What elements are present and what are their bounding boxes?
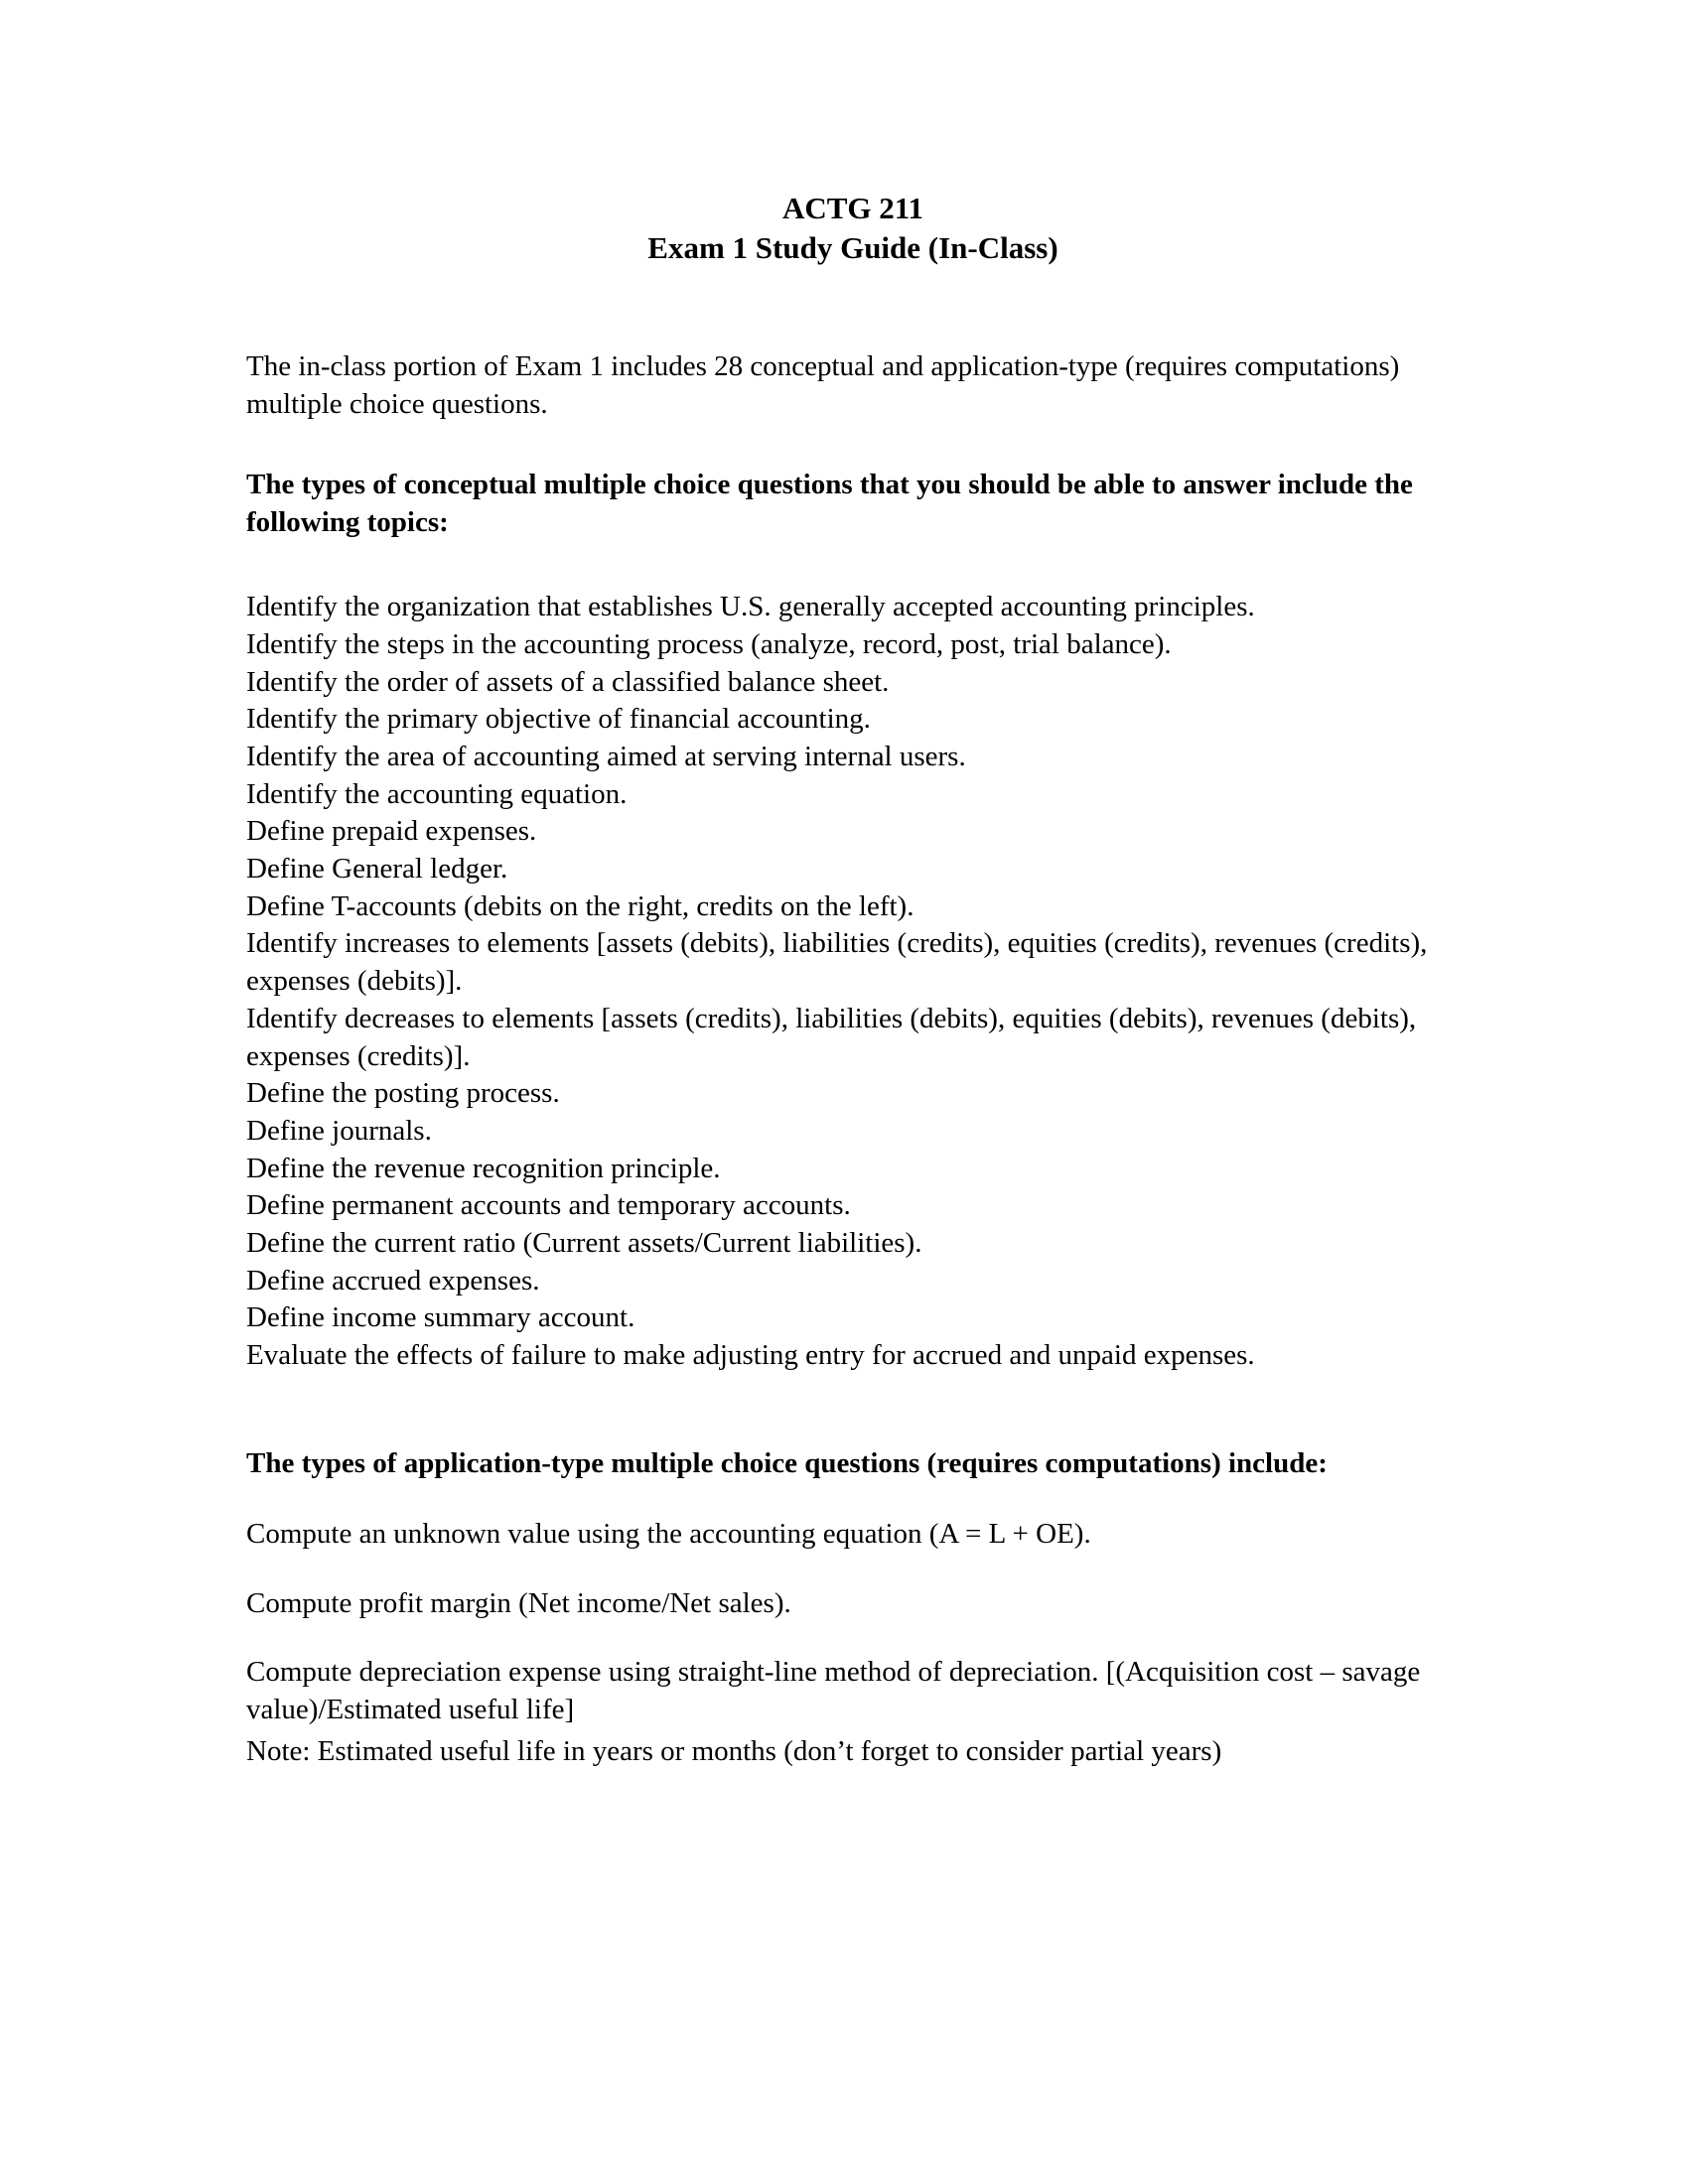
list-item: Compute profit margin (Net income/Net sales).: [246, 1586, 791, 1619]
list-item: Identify the primary objective of financial accounting.: [246, 703, 871, 736]
list-item: Identify increases to elements [assets (debits), liabilities (credits), equities (credits), revenues (credits), expenses (debits)].: [246, 927, 1428, 998]
list-item: Identify the organization that establishes U.S. generally accepted accounting principles.: [246, 591, 1255, 623]
page-title: [246, 189, 1460, 267]
list-item: Define the posting process.: [246, 1077, 560, 1110]
list-item: Identify decreases to elements [assets (credits), liabilities (debits), equities (debits), revenues (debits), expenses (credits)].: [246, 1002, 1417, 1072]
list-item: Identify the accounting equation.: [246, 777, 628, 810]
intro-paragraph: The in-class portion of Exam 1 includes 28 conceptual and application-type (requires computations) multiple choice questions.: [246, 350, 1400, 421]
conceptual-section-heading: The types of conceptual multiple choice questions that you should be able to answer include the following topics:: [246, 468, 1413, 538]
list-item: Identify the steps in the accounting process (analyze, record, post, trial balance).: [246, 627, 1172, 660]
list-item: Define the current ratio (Current assets/Current liabilities).: [246, 1226, 922, 1259]
conceptual-topic-list: [246, 541, 1460, 1374]
title-line-2: Exam 1 Study Guide (In-Class): [647, 229, 1058, 265]
title-line-1: ACTG 211: [781, 191, 924, 225]
list-item: Define income summary account.: [246, 1301, 635, 1334]
list-item: Evaluate the effects of failure to make adjusting entry for accrued and unpaid expenses.: [246, 1339, 1255, 1371]
list-item: Define prepaid expenses.: [246, 815, 537, 848]
list-item: Identify the order of assets of a classified balance sheet.: [246, 665, 890, 698]
list-item: Define journals.: [246, 1114, 432, 1147]
list-item: Define General ledger.: [246, 853, 508, 886]
list-item: Compute depreciation expense using straight-line method of depreciation. [(Acquisition cost – savage value)/Estimated useful life]: [246, 1656, 1421, 1726]
list-item: Define the revenue recognition principle.: [246, 1152, 721, 1184]
list-item: Identify the area of accounting aimed at serving internal users.: [246, 741, 966, 772]
application-item-list: [246, 1482, 1460, 1729]
list-item: Define permanent accounts and temporary accounts.: [246, 1189, 851, 1222]
note-paragraph: Note: Estimated useful life in years or months (don’t forget to consider partial years): [246, 1734, 1222, 1767]
list-item: Define accrued expenses.: [246, 1264, 540, 1297]
application-section-heading: The types of application-type multiple choice questions (requires computations) include:: [246, 1446, 1328, 1479]
list-item: Compute an unknown value using the accounting equation (A = L + OE).: [246, 1517, 1091, 1550]
list-item: Define T-accounts (debits on the right, credits on the left).: [246, 889, 914, 922]
